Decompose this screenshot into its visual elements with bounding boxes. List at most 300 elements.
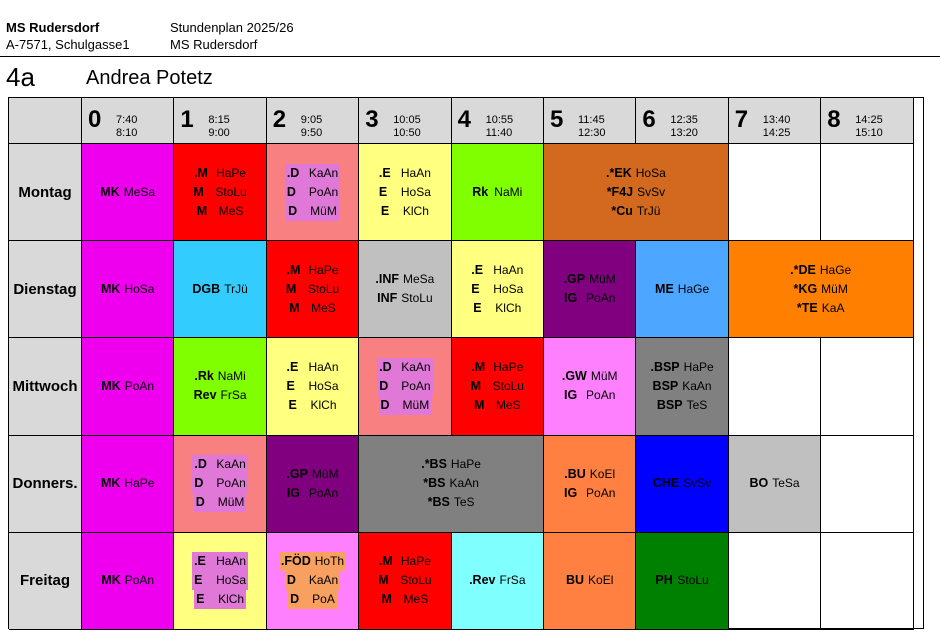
period-end-time: 9:50: [300, 127, 323, 139]
lesson-line: [469, 280, 525, 299]
lesson-line: [469, 377, 526, 396]
lesson-line: [191, 183, 248, 202]
teacher-code: HaPe: [124, 476, 155, 491]
lesson-line: [285, 183, 340, 202]
lesson-line: [192, 164, 248, 183]
lesson-line: [653, 571, 710, 590]
subject-code: IG: [564, 291, 578, 306]
lesson-line: [564, 571, 615, 590]
lesson-line: [99, 280, 156, 299]
lesson-line: [426, 493, 477, 512]
subject-code: M: [473, 397, 485, 412]
subject-code: .BSP: [650, 359, 680, 374]
lesson-cell: [267, 338, 359, 435]
lesson-line: [284, 377, 340, 396]
teacher-code: MüM: [401, 396, 432, 415]
subject-code: PH: [655, 573, 673, 588]
lesson-line: [99, 571, 156, 590]
period-number: 3: [365, 106, 379, 133]
lesson-cell: [544, 241, 636, 338]
teacher-code: SvSv: [637, 184, 666, 199]
teacher-code: MüM: [311, 466, 339, 481]
class-name: 4a: [6, 62, 35, 92]
subject-code: D: [377, 377, 399, 396]
lesson-line: [469, 261, 525, 280]
subject-code: M: [289, 300, 300, 315]
teacher-code: KlCh: [310, 397, 337, 412]
teacher-code: PoAn: [586, 485, 616, 500]
lesson-line: [469, 358, 525, 377]
lesson-cell: [174, 533, 266, 630]
lesson-cell: [82, 533, 174, 630]
lesson-line: [795, 299, 847, 318]
period-end-time: 15:10: [855, 127, 883, 139]
subject-code: E: [192, 571, 214, 590]
lesson-cell: [452, 533, 544, 630]
teacher-code: HoSa: [124, 281, 155, 296]
teacher-code: MeSa: [123, 184, 156, 199]
teacher-code: TeS: [453, 495, 475, 510]
subject-code: MK: [100, 281, 121, 296]
lesson-line: [288, 590, 337, 609]
lesson-cell: [82, 144, 174, 241]
empty-slot: [821, 436, 913, 533]
lesson-line: [792, 280, 850, 299]
period-number: 0: [88, 106, 102, 133]
lesson-line: [377, 358, 432, 377]
lesson-line: [651, 474, 713, 493]
lesson-line: [379, 396, 432, 415]
lesson-line: [195, 202, 246, 221]
lesson-cell: [636, 533, 728, 630]
teacher-code: KaAn: [682, 378, 712, 393]
subject-code: D: [286, 202, 308, 221]
subject-code: .GP: [286, 466, 308, 481]
period-number: 8: [827, 106, 841, 133]
period-number: 4: [457, 106, 471, 133]
teacher-code: KlCh: [495, 300, 522, 315]
teacher-code: HaAn: [308, 359, 339, 374]
period-number: 6: [642, 106, 656, 133]
lesson-line: [651, 377, 714, 396]
lesson-line: [287, 299, 338, 318]
subject-code: .Rev: [469, 573, 496, 588]
subject-code: INF: [377, 291, 398, 306]
school-name: MS Rudersdorf: [6, 20, 100, 35]
lesson-line: [788, 261, 853, 280]
period-end-time: 8:10: [116, 127, 138, 139]
subject-code: MK: [100, 476, 121, 491]
subject-code: MK: [100, 184, 120, 199]
teacher-code: HoSa: [493, 281, 524, 296]
teacher-code: KaAn: [399, 358, 432, 377]
period-end-time: 12:30: [578, 127, 606, 139]
teacher-code: HaGe: [819, 262, 852, 277]
subject-code: .D: [377, 358, 399, 377]
lesson-line: [604, 164, 668, 183]
subject-code: IG: [286, 485, 301, 500]
lesson-cell: [174, 241, 266, 338]
subject-code: BSP: [652, 378, 679, 393]
teacher-code: FrSa: [499, 573, 526, 588]
teacher-code: StoLu: [492, 378, 524, 393]
lesson-line: [471, 299, 523, 318]
teacher-code: HaAn: [214, 552, 248, 571]
lesson-line: [284, 280, 341, 299]
teacher-code: HaAn: [400, 165, 431, 180]
lesson-line: [192, 552, 248, 571]
teacher-code: KaAn: [449, 476, 479, 491]
subject-code: M: [381, 592, 392, 607]
subject-code: .INF: [375, 272, 399, 287]
grid-corner: [9, 98, 82, 144]
teacher-code: NaMi: [217, 369, 246, 384]
lesson-cell: [267, 436, 359, 533]
subject-code: IG: [564, 388, 578, 403]
lesson-line: [284, 358, 340, 377]
subject-code: CHE: [652, 476, 680, 491]
lesson-cell: [452, 144, 544, 241]
teacher-code: FrSa: [220, 388, 247, 403]
period-start-time: 9:05: [300, 114, 323, 126]
subject-code: *KG: [793, 281, 818, 296]
subject-code: E: [471, 281, 480, 296]
subject-code: Rev: [193, 388, 217, 403]
teacher-code: HaPe: [493, 359, 524, 374]
teacher-code: SvSv: [683, 476, 712, 491]
lesson-cell: [359, 533, 451, 630]
header-divider: [0, 56, 940, 57]
lesson-line: [562, 465, 617, 484]
subject-code: .E: [192, 552, 214, 571]
lesson-line: [653, 280, 711, 299]
subject-code: .*BS: [421, 457, 447, 472]
period-header-8: [821, 98, 913, 144]
teacher-code: PoAn: [586, 291, 616, 306]
subject-code: E: [378, 184, 388, 199]
empty-slot: [729, 533, 821, 630]
subject-code: D: [379, 396, 401, 415]
lesson-cell: [544, 144, 729, 241]
period-number: 5: [550, 106, 564, 133]
lesson-line: [655, 396, 709, 415]
lesson-line: [285, 164, 340, 183]
class-teacher: Andrea Potetz: [86, 67, 213, 89]
teacher-code: PoAn: [124, 378, 155, 393]
teacher-code: StoLu: [307, 281, 340, 296]
subject-code: D: [285, 183, 307, 202]
subject-code: *BS: [423, 476, 446, 491]
teacher-code: StoLu: [677, 573, 709, 588]
period-start-time: 13:40: [762, 114, 791, 126]
lesson-cell: [544, 533, 636, 630]
teacher-code: KlCh: [402, 203, 429, 218]
day-name: Montag: [18, 183, 72, 201]
lesson-line: [194, 590, 246, 609]
lesson-cell: [359, 144, 451, 241]
period-number: 7: [734, 106, 749, 133]
teacher-code: TeSa: [772, 476, 800, 491]
day-name: Freitag: [19, 572, 70, 590]
teacher-code: MüM: [308, 202, 339, 221]
lesson-line: [279, 552, 346, 571]
timetable-grid: [8, 97, 924, 629]
teacher-code: NaMi: [494, 184, 523, 199]
lesson-line: [562, 289, 617, 308]
empty-slot: [821, 144, 913, 241]
teacher-code: KaAn: [307, 571, 340, 590]
day-name: Mittwoch: [12, 377, 78, 395]
plan-school: MS Rudersdorf: [170, 37, 258, 52]
subject-code: *Cu: [611, 203, 633, 218]
lesson-line: [470, 183, 524, 202]
lesson-line: [562, 270, 618, 289]
day-name: Donners.: [12, 475, 78, 493]
period-header-4: [452, 98, 544, 144]
lesson-line: [605, 183, 667, 202]
lesson-cell: [729, 436, 821, 533]
subject-code: D: [285, 571, 307, 590]
teacher-code: HaPe: [308, 262, 339, 277]
teacher-code: PoAn: [399, 377, 432, 396]
lesson-line: [472, 396, 523, 415]
subject-code: .*DE: [790, 262, 816, 277]
teacher-code: MeS: [218, 203, 244, 218]
teacher-code: HoSa: [400, 184, 431, 199]
teacher-code: HoSa: [308, 378, 339, 393]
period-end-time: 14:25: [762, 127, 791, 139]
period-start-time: 12:35: [670, 114, 698, 126]
lesson-cell: [544, 338, 636, 435]
subject-code: E: [286, 378, 295, 393]
teacher-code: HoSa: [214, 571, 248, 590]
subject-code: IG: [564, 485, 578, 500]
subject-code: M: [470, 378, 482, 393]
teacher-code: KaAn: [214, 455, 247, 474]
subject-code: D: [192, 474, 214, 493]
empty-slot: [729, 144, 821, 241]
teacher-code: KaA: [821, 300, 845, 315]
lesson-line: [377, 552, 433, 571]
lesson-line: [560, 367, 620, 386]
subject-code: MK: [101, 378, 121, 393]
period-start-time: 7:40: [116, 114, 138, 126]
subject-code: .E: [286, 359, 299, 374]
lesson-line: [192, 571, 248, 590]
lesson-line: [98, 183, 157, 202]
teacher-code: MeS: [311, 300, 336, 315]
subject-code: M: [285, 281, 297, 296]
subject-code: Rk: [472, 184, 489, 199]
subject-code: D: [288, 590, 310, 609]
teacher-code: TrJü: [636, 203, 661, 218]
lesson-cell: [174, 338, 266, 435]
teacher-code: PoAn: [586, 388, 616, 403]
subject-code: M: [193, 184, 204, 199]
lesson-line: [375, 289, 435, 308]
day-label: [9, 436, 82, 533]
teacher-code: MüM: [216, 493, 247, 512]
lesson-cell: [82, 338, 174, 435]
subject-code: E: [194, 590, 216, 609]
lesson-line: [194, 493, 247, 512]
teacher-code: PoAn: [124, 573, 155, 588]
empty-slot: [821, 338, 913, 435]
lesson-line: [377, 164, 433, 183]
teacher-code: StoLu: [400, 573, 432, 588]
subject-code: BU: [565, 573, 585, 588]
lesson-line: [192, 474, 247, 493]
lesson-line: [99, 377, 156, 396]
teacher-code: MeS: [495, 397, 521, 412]
lesson-line: [379, 202, 431, 221]
lesson-line: [285, 484, 340, 503]
period-end-time: 13:20: [670, 127, 698, 139]
subject-code: M: [196, 203, 208, 218]
teacher-code: KoEl: [588, 573, 614, 588]
period-header-3: [359, 98, 451, 144]
lesson-cell: [729, 241, 914, 338]
teacher-code: HaPe: [400, 554, 431, 569]
subject-code: .FÖD: [279, 552, 313, 571]
subject-code: .GP: [563, 272, 586, 287]
lesson-line: [377, 377, 432, 396]
subject-code: M: [378, 573, 389, 588]
subject-code: E: [380, 203, 390, 218]
empty-slot: [729, 338, 821, 435]
teacher-code: PoAn: [307, 183, 340, 202]
subject-code: .E: [471, 262, 484, 277]
period-start-time: 8:15: [208, 114, 230, 126]
empty-slot: [821, 533, 913, 630]
subject-code: E: [288, 397, 297, 412]
lesson-cell: [267, 144, 359, 241]
subject-code: ME: [655, 281, 674, 296]
lesson-line: [284, 261, 340, 280]
lesson-cell: [359, 436, 544, 533]
lesson-line: [373, 270, 436, 289]
day-label: [9, 241, 82, 338]
day-label: [9, 533, 82, 630]
period-start-time: 10:55: [485, 114, 514, 126]
lesson-line: [285, 571, 340, 590]
lesson-line: [747, 474, 801, 493]
period-header-6: [636, 98, 728, 144]
lesson-line: [380, 590, 431, 609]
subject-code: E: [473, 300, 482, 315]
lesson-line: [284, 465, 340, 484]
lesson-line: [286, 202, 339, 221]
subject-code: .D: [285, 164, 307, 183]
teacher-code: HoTh: [313, 552, 346, 571]
lesson-cell: [174, 144, 266, 241]
teacher-code: StoLu: [215, 184, 247, 199]
subject-code: .E: [378, 165, 391, 180]
subject-code: .M: [378, 554, 393, 569]
subject-code: D: [194, 493, 216, 512]
lesson-line: [648, 358, 715, 377]
lesson-cell: [359, 241, 451, 338]
teacher-code: MüM: [589, 272, 616, 287]
subject-code: .M: [286, 262, 301, 277]
teacher-code: StoLu: [401, 291, 433, 306]
teacher-code: MeSa: [403, 272, 435, 287]
subject-code: *BS: [427, 495, 450, 510]
lesson-line: [99, 474, 156, 493]
period-number: 1: [180, 106, 194, 133]
subject-code: BSP: [656, 397, 683, 412]
lesson-line: [562, 484, 617, 503]
lesson-line: [192, 386, 249, 405]
teacher-code: HoSa: [635, 165, 666, 180]
teacher-code: TeS: [686, 397, 708, 412]
teacher-code: KoEl: [589, 466, 616, 481]
subject-code: .BU: [564, 466, 586, 481]
lesson-cell: [452, 338, 544, 435]
teacher-code: HaAn: [493, 262, 524, 277]
period-header-2: [267, 98, 359, 144]
teacher-code: HaGe: [677, 281, 710, 296]
subject-code: *F4J: [606, 184, 634, 199]
subject-code: *TE: [796, 300, 818, 315]
period-start-time: 14:25: [855, 114, 883, 126]
period-header-7: [729, 98, 821, 144]
subject-code: DGB: [192, 281, 221, 296]
teacher-code: PoA: [310, 590, 337, 609]
period-header-1: [174, 98, 266, 144]
teacher-code: KaAn: [307, 164, 340, 183]
teacher-code: MüM: [590, 369, 618, 384]
teacher-code: HaPe: [216, 165, 247, 180]
lesson-line: [190, 280, 249, 299]
period-header-0: [82, 98, 174, 144]
lesson-cell: [636, 241, 728, 338]
day-name: Dienstag: [13, 280, 77, 298]
lesson-cell: [82, 436, 174, 533]
lesson-line: [419, 455, 483, 474]
teacher-code: PoAn: [214, 474, 247, 493]
lesson-line: [377, 183, 433, 202]
teacher-code: MüM: [821, 281, 848, 296]
lesson-cell: [174, 436, 266, 533]
period-start-time: 10:05: [393, 114, 421, 126]
lesson-cell: [452, 241, 544, 338]
subject-code: .Rk: [194, 369, 214, 384]
plan-title: Stundenplan 2025/26: [170, 20, 294, 35]
teacher-code: KlCh: [216, 590, 246, 609]
subject-code: .*EK: [606, 165, 632, 180]
day-label: [9, 144, 82, 241]
subject-code: MK: [101, 573, 121, 588]
day-label: [9, 338, 82, 435]
lesson-cell: [544, 436, 636, 533]
period-start-time: 11:45: [578, 114, 605, 126]
subject-code: .M: [471, 359, 486, 374]
lesson-cell: [359, 338, 451, 435]
lesson-cell: [636, 338, 728, 435]
teacher-code: HaPe: [450, 457, 481, 472]
lesson-line: [376, 571, 433, 590]
subject-code: .GW: [561, 369, 587, 384]
teacher-code: PoAn: [308, 485, 339, 500]
subject-code: .D: [192, 455, 214, 474]
school-address: A-7571, Schulgasse1: [6, 37, 130, 52]
teacher-code: TrJü: [224, 281, 248, 296]
lesson-line: [192, 455, 247, 474]
lesson-cell: [267, 241, 359, 338]
lesson-cell: [82, 241, 174, 338]
lesson-line: [286, 396, 338, 415]
